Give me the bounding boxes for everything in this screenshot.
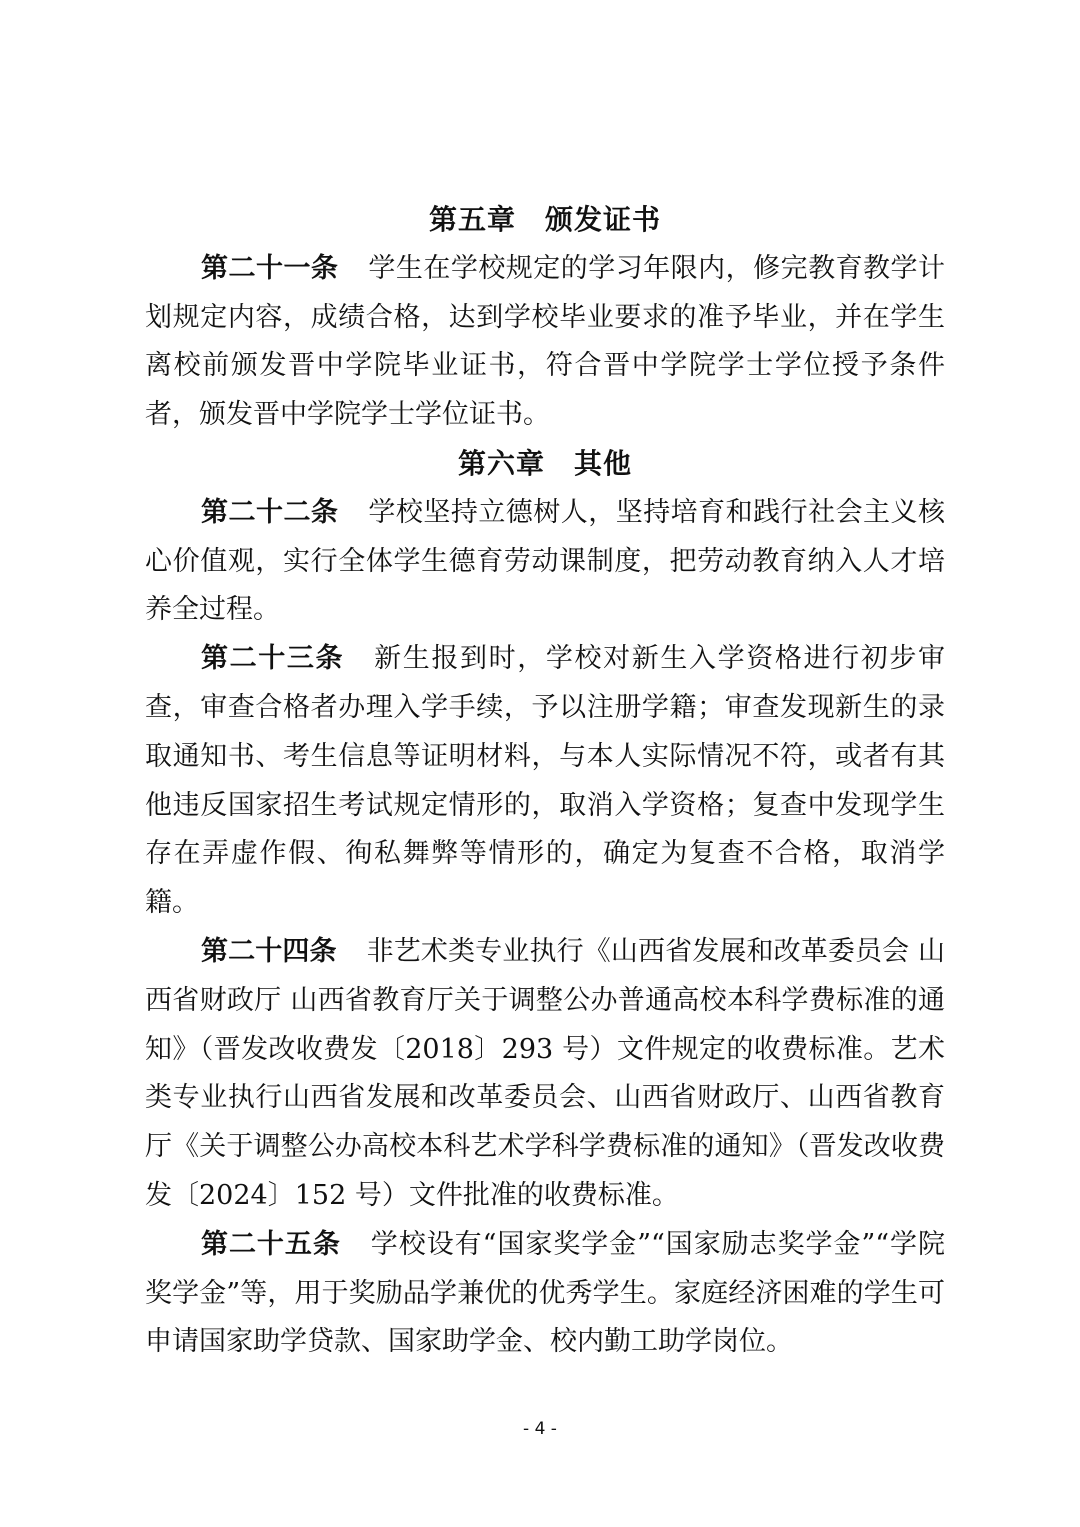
article-21 xyxy=(145,245,945,440)
article-25 xyxy=(145,1221,945,1367)
article-25-text: 学校设有“国家奖学金”“国家励志奖学金”“学院奖学金”等，用于奖励品学兼优的优秀学生。家庭经济困难的学生可申请国家助学贷款、国家助学金、校内勤工助学岗位。 xyxy=(145,1228,945,1358)
article-23-text: 新生报到时，学校对新生入学资格进行初步审查，审查合格者办理入学手续，予以注册学籍；审查发现新生的录取通知书、考生信息等证明材料，与本人实际情况不符，或者有其他违反国家招生考试规定情形的，取消入学资格；复查中发现学生存在弄虚作假、徇私舞弊等情形的，确定为复查不合格，取消学籍。 xyxy=(145,643,945,919)
article-22 xyxy=(145,489,945,635)
article-22-label: 第二十二条 xyxy=(201,496,339,528)
article-22-text: 学校坚持立德树人，坚持培育和践行社会主义核心价值观，实行全体学生德育劳动课制度，把劳动教育纳入人才培养全过程。 xyxy=(145,496,946,626)
article-25-label: 第二十五条 xyxy=(201,1228,341,1260)
chapter-6-title: 第六章 其他 xyxy=(457,446,632,480)
article-23-label: 第二十三条 xyxy=(201,643,345,675)
article-24-label: 第二十四条 xyxy=(201,935,337,967)
article-23 xyxy=(145,635,945,928)
document-page xyxy=(145,196,945,1367)
chapter-5-title: 第五章 颁发证书 xyxy=(428,203,661,236)
article-24-text: 非艺术类专业执行《山西省发展和改革委员会 山西省财政厅 山西省教育厅关于调整公办普通高校本科学费标准的通知》（晋发改收费发〔2018〕293 号）文件规定的收费标准。艺术类专业执行山西省发展和改革委员会、山西省财政厅、山西省教育厅《关于调整公办高校本科艺术学科学费标准的通知》（晋发改收费发〔2024〕152 号）文件批准的收费标准。 xyxy=(145,935,945,1211)
article-21-text: 学生在学校规定的学习年限内，修完教育教学计划规定内容，成绩合格，达到学校毕业要求的准予毕业，并在学生离校前颁发晋中学院毕业证书，符合晋中学院学士学位授予条件者，颁发晋中学院学士学位证书。 xyxy=(145,252,946,431)
article-21-label: 第二十一条 xyxy=(201,252,339,284)
article-24 xyxy=(145,928,945,1221)
page-number: - 4 - xyxy=(523,1419,557,1439)
